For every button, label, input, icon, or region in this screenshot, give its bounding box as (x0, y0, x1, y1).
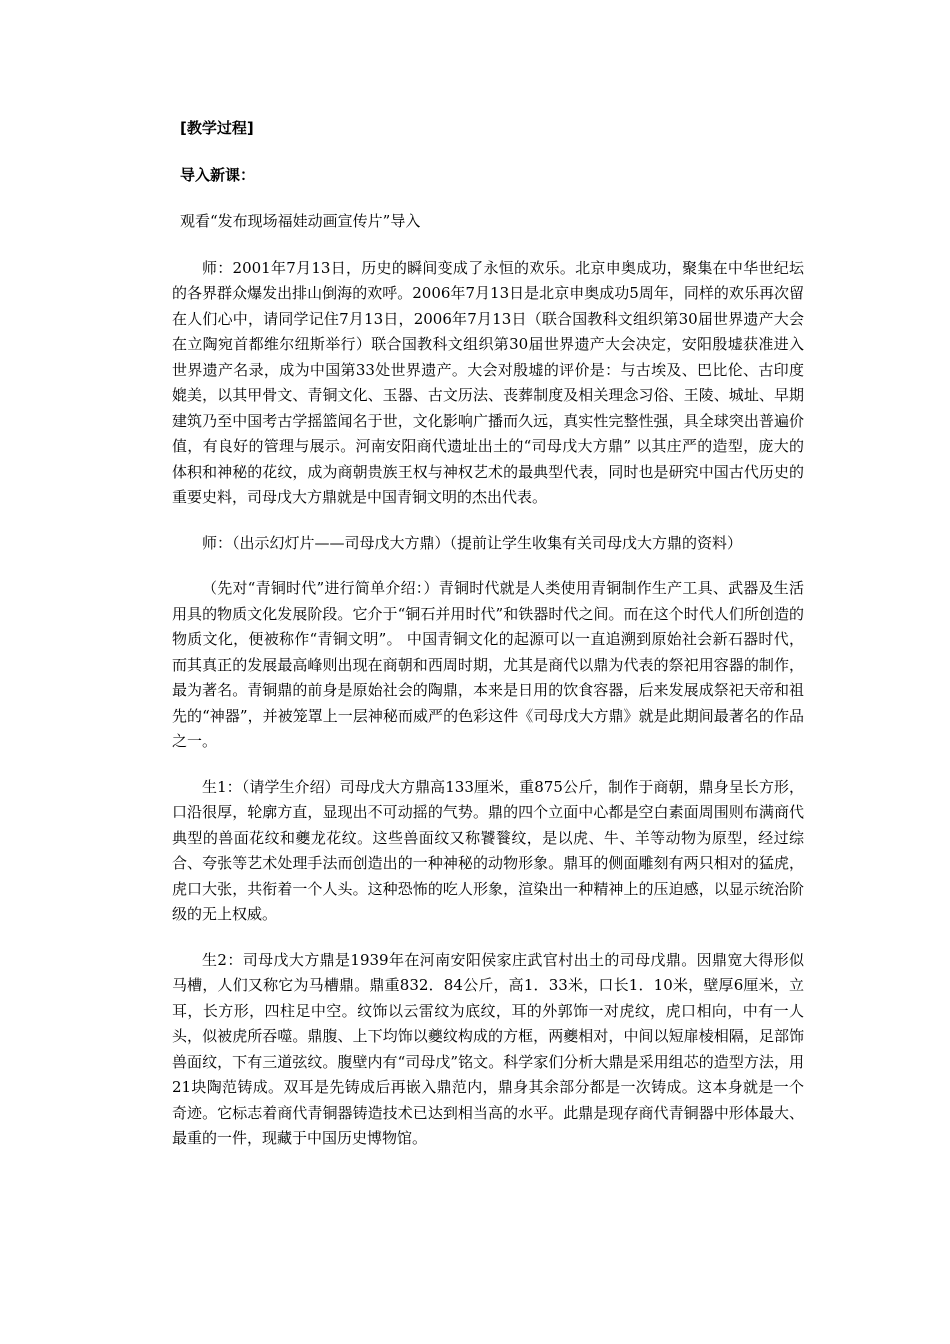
paragraph-bronze-age: （先对“青铜时代”进行简单介绍：）青铜时代就是人类使用青铜制作生产工具、武器及生活用具的物质文化发展阶段。它介于“铜石并用时代”和铁器时代之间。而在这个时代人们所创造的物质文化，便被称作“青铜文明”。 中国青铜文化的起源可以一直追溯到原始社会新石器时代，而其真正的发展最高峰则出现在商朝和西周时期，尤其是商代以鼎为代表的祭祀用容器的制作，最为著名。青铜鼎的前身是原始社会的陶鼎，本来是日用的饮食容器，后来发展成祭祀天帝和祖先的“神器”，并被笼罩上一层神秘而威严的色彩这件《司母戊大方鼎》就是此期间最著名的作品之一。 (172, 579, 804, 750)
paragraph-student-1: 生1：（请学生介绍）司母戊大方鼎高133厘米，重875公斤，制作于商朝，鼎身呈长方形，口沿很厚，轮廓方直，显现出不可动摇的气势。鼎的四个立面中心都是空白素面周围则布满商代典型的兽面花纹和夔龙花纹。这些兽面纹又称饕餮纹，是以虎、牛、羊等动物为原型，经过综合、夸张等艺术处理手法而创造出的一种神秘的动物形象。鼎耳的侧面雕刻有两只相对的猛虎，虎口大张，共衔着一个人头。这种恐怖的吃人形象，渲染出一种精神上的压迫感，以显示统治阶级的无上权威。 (172, 777, 804, 923)
document-body (172, 116, 804, 1172)
heading-new-lesson: 导入新课： (180, 165, 256, 184)
paragraph-intro-video: 观看“发布现场福娃动画宣传片”导入 (180, 212, 421, 230)
paragraph-teacher-anniversary: 师：2001年7月13日，历史的瞬间变成了永恒的欢乐。北京申奥成功，聚集在中华世纪坛的各界群众爆发出排山倒海的欢呼。2006年7月13日是北京申奥成功5周年，同样的欢乐再次留在人们心中，请同学记住7月13日，2006年7月13日（联合国教科文组织第30届世界遗产大会在立陶宛首都维尔纽斯举行）联合国教科文组织第30届世界遗产大会决定，安阳殷墟获准进入世界遗产名录，成为中国第33处世界遗产。大会对殷墟的评价是：与古埃及、巴比伦、古印度媲美，以其甲骨文、青铜文化、玉器、古文历法、丧葬制度及相关理念习俗、王陵、城址、早期建筑乃至中国考古学摇篮闻名于世，文化影响广播而久远，真实性完整性强，具全球突出普遍价值，有良好的管理与展示。河南安阳商代遗址出土的“司母戊大方鼎” 以其庄严的造型，庞大的体积和神秘的花纹，成为商朝贵族王权与神权艺术的最典型代表，同时也是研究中国古代历史的重要史料，司母戊大方鼎就是中国青铜文明的杰出代表。 (172, 258, 804, 506)
heading-teaching-process: [教学过程] (180, 119, 254, 137)
paragraph-student-2: 生2：司母戊大方鼎是1939年在河南安阳侯家庄武官村出土的司母戊鼎。因鼎宽大得形似马槽，人们又称它为马槽鼎。鼎重832．84公斤，高1．33米，口长1．10米，壁厚6厘米，立耳，长方形，四柱足中空。纹饰以云雷纹为底纹，耳的外郭饰一对虎纹，虎口相向，中有一人头，似被虎所吞噬。鼎腹、上下均饰以夔纹构成的方框，两夔相对，中间以短扉棱相隔，足部饰兽面纹，下有三道弦纹。腹壁内有“司母戊”铭文。科学家们分析大鼎是采用组芯的造型方法，用21块陶范铸成。双耳是先铸成后再嵌入鼎范内，鼎身其余部分都是一次铸成。这本身就是一个奇迹。它标志着商代青铜器铸造技术已达到相当高的水平。此鼎是现存商代青铜器中形体最大、最重的一件，现藏于中国历史博物馆。 (172, 950, 804, 1147)
paragraph-teacher-slide: 师：（出示幻灯片——司母戊大方鼎）（提前让学生收集有关司母戊大方鼎的资料） (202, 533, 743, 552)
